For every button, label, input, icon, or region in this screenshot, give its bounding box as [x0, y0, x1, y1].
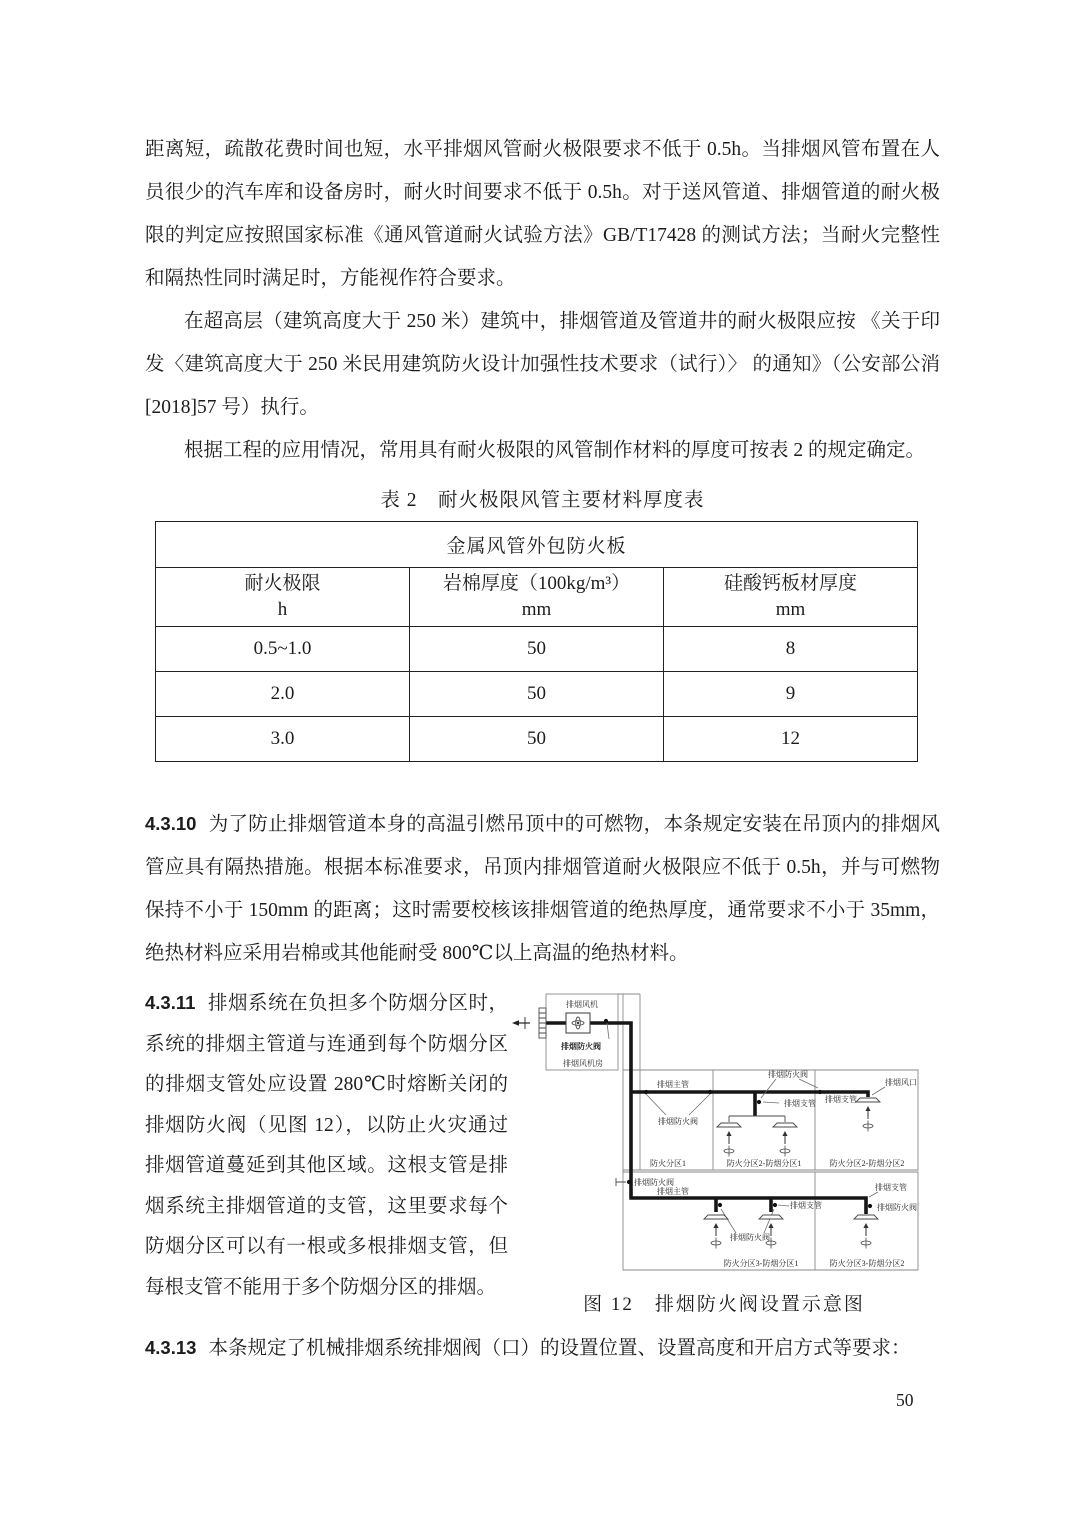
airflow-arrow-icon — [863, 1223, 868, 1236]
fire-damper-dot — [818, 1090, 822, 1094]
damper-symbol-icon — [863, 1121, 873, 1132]
cell-rating: 2.0 — [156, 672, 410, 717]
clause-text: 本条规定了机械排烟系统排烟阀（口）的设置位置、设置高度和开启方式等要求： — [208, 1338, 911, 1359]
clause-4-3-13 — [145, 1326, 940, 1370]
fig-label-outlet: 排烟风口 — [885, 1078, 917, 1087]
fig-label-fire-damper: 排烟防火阀 — [658, 1117, 698, 1126]
cell-board: 8 — [664, 627, 918, 672]
table-row — [156, 717, 918, 762]
smoke-outlet-icon — [856, 1098, 880, 1102]
fire-damper-dot — [604, 1019, 608, 1023]
damper-symbol-icon — [711, 1238, 721, 1249]
fig-label-fire-damper: 排烟防火阀 — [877, 1203, 917, 1212]
smoke-inlet-icon — [717, 1123, 741, 1127]
fig-label-fire-damper: 排烟防火阀 — [634, 1178, 674, 1187]
table-row — [156, 672, 918, 717]
cell-rating: 3.0 — [156, 717, 410, 762]
fig-label-fire-damper: 排烟防火阀 — [768, 1070, 808, 1079]
flexible-connector-grille-icon — [539, 1008, 546, 1038]
cell-board: 12 — [664, 717, 918, 762]
fig-label-zone1: 防火分区1 — [650, 1159, 686, 1168]
airflow-arrow-icon — [782, 1131, 787, 1144]
table-merged-header-row — [156, 522, 918, 568]
clause-4-3-11-section — [145, 983, 940, 1316]
table-header-row — [156, 568, 918, 627]
figure-caption: 图 12 排烟防火阀设置示意图 — [583, 1294, 865, 1315]
cell-board: 9 — [664, 672, 918, 717]
damper-symbol-icon — [724, 1146, 734, 1157]
damper-symbol-icon — [861, 1238, 871, 1249]
fire-damper-dot — [868, 1204, 872, 1208]
column-header-rockwool: 岩棉厚度（100kg/m³） mm — [410, 568, 664, 627]
fire-damper-dot — [773, 1203, 777, 1207]
fig-label-fan-room: 排烟风机房 — [563, 1059, 603, 1068]
page-number: 50 — [896, 1390, 914, 1410]
fig-label-branch-duct: 排烟支管 — [875, 1183, 907, 1192]
duct-material-thickness-table — [155, 521, 918, 762]
fig-label-branch-duct: 排烟支管 — [790, 1201, 822, 1210]
smoke-inlet-icon — [704, 1215, 728, 1219]
paragraph-table-intro: 根据工程的应用情况，常用具有耐火极限的风管制作材料的厚度可按表 2 的规定确定。 — [184, 440, 926, 461]
smoke-inlet-icon — [854, 1215, 878, 1219]
smoke-inlet-icon — [759, 1215, 783, 1219]
exhaust-direction-arrow-icon — [512, 1017, 530, 1029]
fig-label-branch-duct: 排烟支管 — [825, 1095, 857, 1104]
figure-12 — [508, 983, 940, 1316]
clause-4-3-10 — [145, 802, 940, 975]
fig-label-fan: 排烟风机 — [566, 1000, 598, 1009]
clause-text: 排烟系统在负担多个防烟分区时，系统的排烟主管道与连通到每个防烟分区的排烟支管处应设置 280℃时熔断关闭的排烟防火阀（见图 12），以防止火灾通过排烟管道蔓延到其他区域。这根支管是排烟系统主排烟管道的支管，这里要求每个防烟分区可以有一根或多根排烟支管，但每根支管不能用于多个防烟分区的排烟。 — [145, 993, 508, 1298]
cell-rockwool: 50 — [410, 627, 664, 672]
cell-rating: 0.5~1.0 — [156, 627, 410, 672]
fig-label-zone2-1: 防火分区2-防烟分区1 — [726, 1159, 802, 1168]
fire-damper-dot — [708, 1090, 712, 1094]
fig-label-fire-damper: 排烟防火阀 — [730, 1233, 770, 1242]
fire-damper-dot — [627, 1180, 631, 1184]
cell-rockwool: 50 — [410, 672, 664, 717]
fig-label-main-duct: 排烟主管 — [657, 1080, 689, 1089]
damper-symbol-icon — [780, 1146, 790, 1157]
smoke-inlet-icon — [773, 1123, 797, 1127]
cell-rockwool: 50 — [410, 717, 664, 762]
fig-label-main-duct: 排烟主管 — [657, 1187, 689, 1196]
column-header-calcium-silicate: 硅酸钙板材厚度 mm — [664, 568, 918, 627]
clause-number: 4.3.10 — [145, 813, 197, 834]
clause-number: 4.3.11 — [145, 992, 196, 1013]
fig-label-branch-duct: 排烟支管 — [784, 1099, 816, 1108]
smoke-exhaust-fan-icon — [566, 1013, 590, 1033]
fig-label-zone2-2: 防火分区2-防烟分区2 — [829, 1159, 905, 1168]
paragraph-fire-resistance: 距离短，疏散花费时间也短，水平排烟风管耐火极限要求不低于 0.5h。当排烟风管布置在人员很少的汽车库和设备房时，耐火时间要求不低于 0.5h。对于送风管道、排烟管道的耐火极限的判定应按照国家标准《通风管道耐火试验方法》GB/T17428 的测试方法；当耐火完整性和隔热性同时满足时，方能视作符合要求。 — [145, 139, 940, 289]
fire-damper-dot — [757, 1100, 761, 1104]
table-row — [156, 627, 918, 672]
table-title: 表 2 耐火极限风管主要材料厚度表 — [380, 490, 705, 511]
fire-damper-dot — [718, 1203, 722, 1207]
clause-number: 4.3.13 — [145, 1337, 197, 1358]
fig-label-fire-damper: 排烟防火阀 — [561, 1042, 601, 1051]
clause-4-3-11 — [145, 983, 508, 1316]
fire-damper-dot — [644, 1090, 648, 1094]
fig-label-zone3-2: 防火分区3-防烟分区2 — [829, 1259, 905, 1268]
airflow-arrow-icon — [726, 1131, 731, 1144]
paragraph-super-highrise: 在超高层（建筑高度大于 250 米）建筑中，排烟管道及管道井的耐火极限应按 《关于印发〈建筑高度大于 250 米民用建筑防火设计加强性技术要求（试行）〉 的通知》（公安部公消[2018]57 号）执行。 — [145, 311, 940, 418]
airflow-arrow-icon — [713, 1223, 718, 1236]
smoke-damper-schematic-diagram — [508, 985, 938, 1277]
airflow-arrow-icon — [865, 1106, 870, 1119]
column-header-fire-rating: 耐火极限 h — [156, 568, 410, 627]
fig-label-zone3-1: 防火分区3-防烟分区1 — [723, 1259, 799, 1268]
table-merged-header: 金属风管外包防火板 — [156, 522, 918, 568]
clause-text: 为了防止排烟管道本身的高温引燃吊顶中的可燃物，本条规定安装在吊顶内的排烟风管应具有隔热措施。根据本标准要求，吊顶内排烟管道耐火极限应不低于 0.5h，并与可燃物保持不小于 150mm 的距离；这时需要校核该排烟管道的绝热厚度，通常要求不小于 35mm，绝热材料应采用岩棉或其他能耐受 800℃以上高温的绝热材料。 — [145, 814, 940, 964]
